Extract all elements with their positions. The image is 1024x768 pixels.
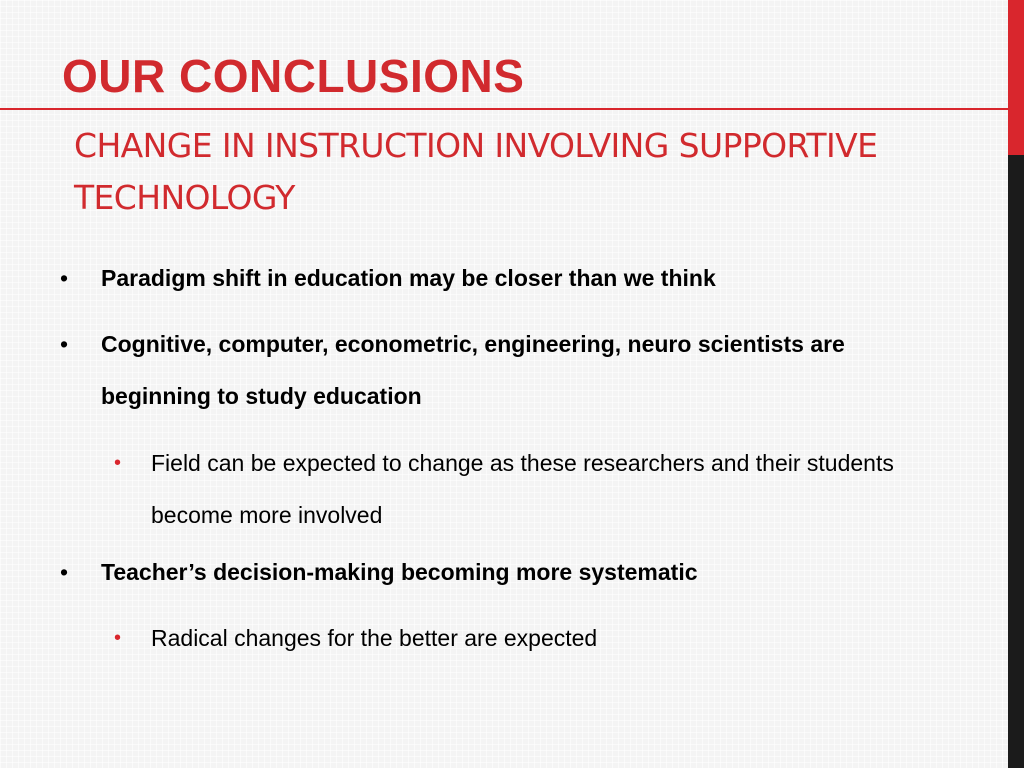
bullet-marker: • bbox=[60, 331, 69, 357]
bullet-item bbox=[60, 318, 860, 422]
sub-bullet-text: Radical changes for the better are expected bbox=[151, 625, 598, 651]
bullet-marker: • bbox=[114, 627, 122, 649]
bullet-text: Cognitive, computer, econometric, engineering, neuro scientists are beginning to study education bbox=[101, 331, 845, 409]
slide-title: OUR CONCLUSIONS bbox=[62, 50, 525, 102]
bullet-text: Teacher’s decision-making becoming more systematic bbox=[101, 559, 698, 585]
bullet-marker: • bbox=[114, 452, 122, 474]
sub-bullet-item bbox=[114, 612, 914, 664]
sub-bullet-item bbox=[114, 437, 904, 541]
slide-subtitle: CHANGE IN INSTRUCTION INVOLVING SUPPORTIVE TECHNOLOGY bbox=[74, 126, 878, 217]
edge-dark-stripe bbox=[1008, 155, 1024, 768]
bullet-marker: • bbox=[60, 265, 69, 291]
bullet-item bbox=[60, 546, 860, 598]
sub-bullet-text: Field can be expected to change as these researchers and their students become more involved bbox=[151, 450, 894, 528]
bullet-marker: • bbox=[60, 559, 69, 585]
bullet-item bbox=[60, 252, 860, 304]
bullet-text: Paradigm shift in education may be closer than we think bbox=[101, 265, 716, 291]
edge-accent-stripe bbox=[1008, 0, 1024, 155]
